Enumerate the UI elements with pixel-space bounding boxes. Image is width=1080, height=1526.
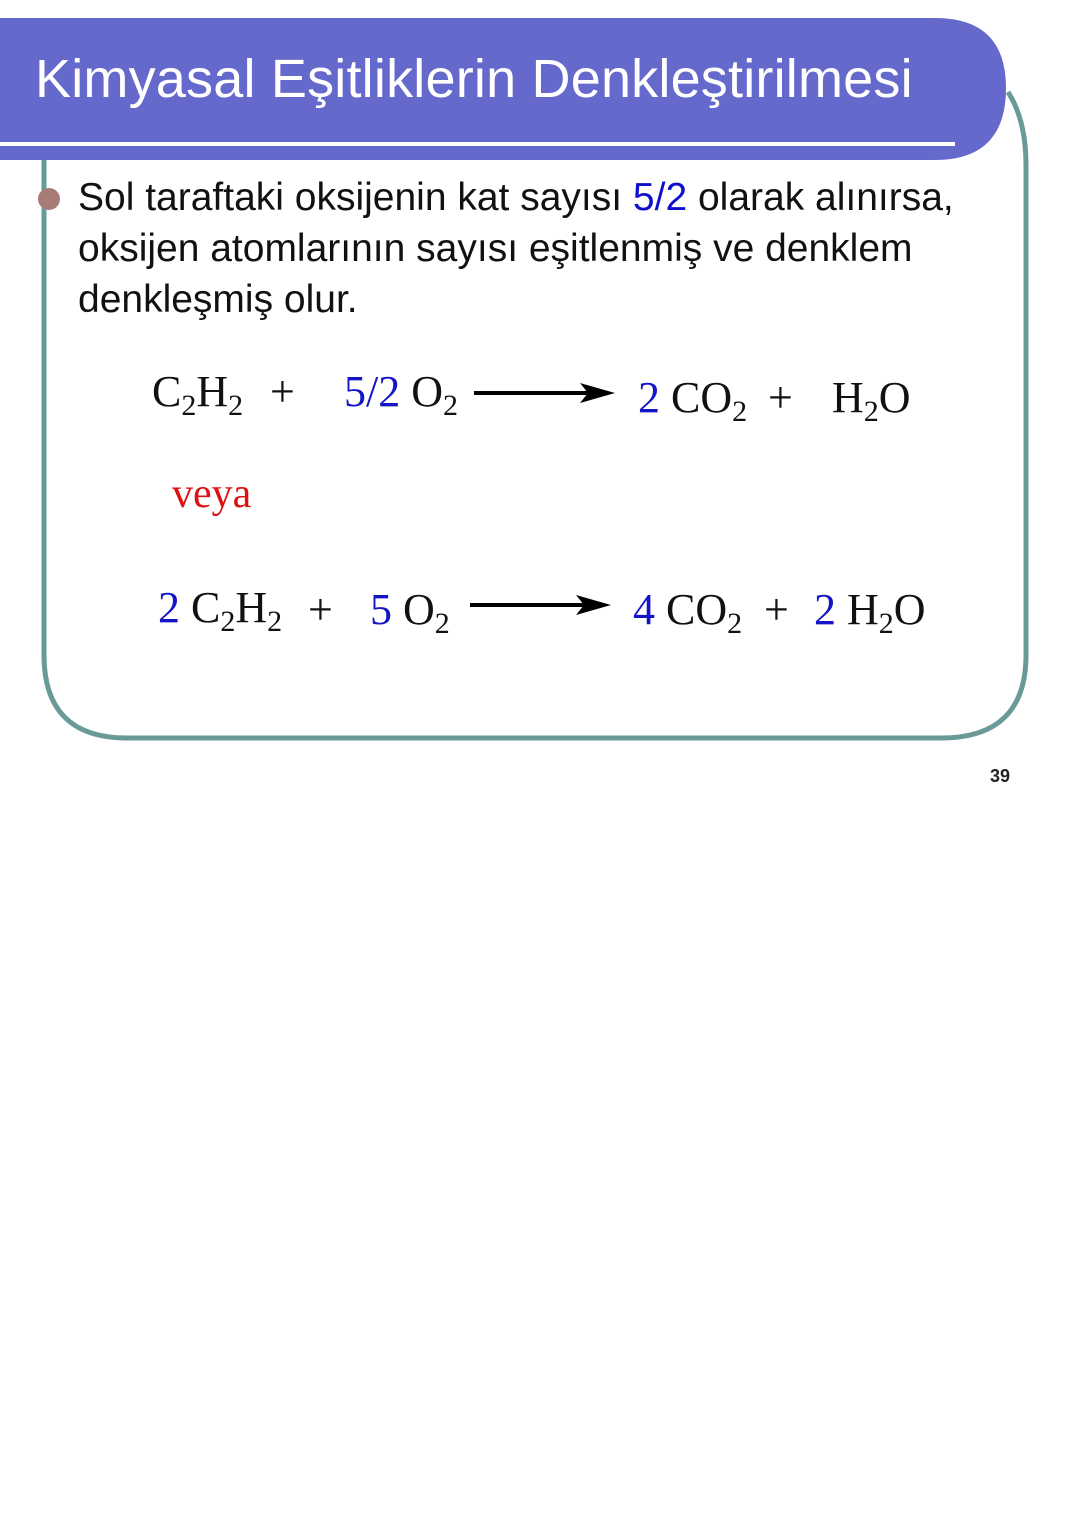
eq2-coefficient-c2h2: 2 [158, 583, 180, 632]
page-number: 39 [990, 766, 1011, 786]
eq2-product-co2: 4 $CO_2$ [633, 585, 743, 640]
eq2-plus-2: + [764, 585, 789, 634]
eq2-plus: + [308, 585, 333, 634]
slide-title: Kimyasal Eşitliklerin Denkleştirilmesi [35, 49, 913, 109]
eq1-reactant-o2: 5/2 $O_2$ [344, 367, 459, 422]
eq2-product-h2o: 2 $H_2O$ [814, 585, 926, 640]
bullet-text-end: olarak alınırsa, oksijen atomlarının sayısı eşitlenmiş ve denklem denkleşmiş olur. [78, 176, 954, 321]
eq1-product-h2o: $H_2O$ [832, 373, 911, 428]
eq2-coefficient-co2: 4 [633, 585, 655, 634]
eq1-product-co2: 2 $CO_2$ [638, 373, 748, 428]
eq1-reactant-c2h2: $C_2H_2$ [152, 367, 244, 422]
eq2-coefficient-o2: 5 [370, 585, 392, 634]
eq2-reaction-arrow [468, 590, 613, 620]
bullet-text [78, 172, 1048, 325]
bullet-text-start: Sol taraftaki oksijenin kat sayısı [78, 176, 633, 219]
eq2-coefficient-h2o: 2 [814, 585, 836, 634]
eq1-coefficient-co2: 2 [638, 373, 660, 422]
eq1-plus: + [270, 367, 295, 416]
eq1-coefficient-o2: 5/2 [344, 367, 401, 416]
bullet-highlight: 5/2 [632, 176, 688, 219]
eq2-reactant-c2h2: 2 $C_2H_2$ [158, 583, 283, 638]
eq1-plus-2: + [768, 373, 793, 422]
separator-veya: veya [172, 471, 252, 517]
eq2-reactant-o2: 5 $O_2$ [370, 585, 450, 640]
eq1-reaction-arrow [472, 378, 617, 408]
bullet-icon [38, 188, 60, 210]
